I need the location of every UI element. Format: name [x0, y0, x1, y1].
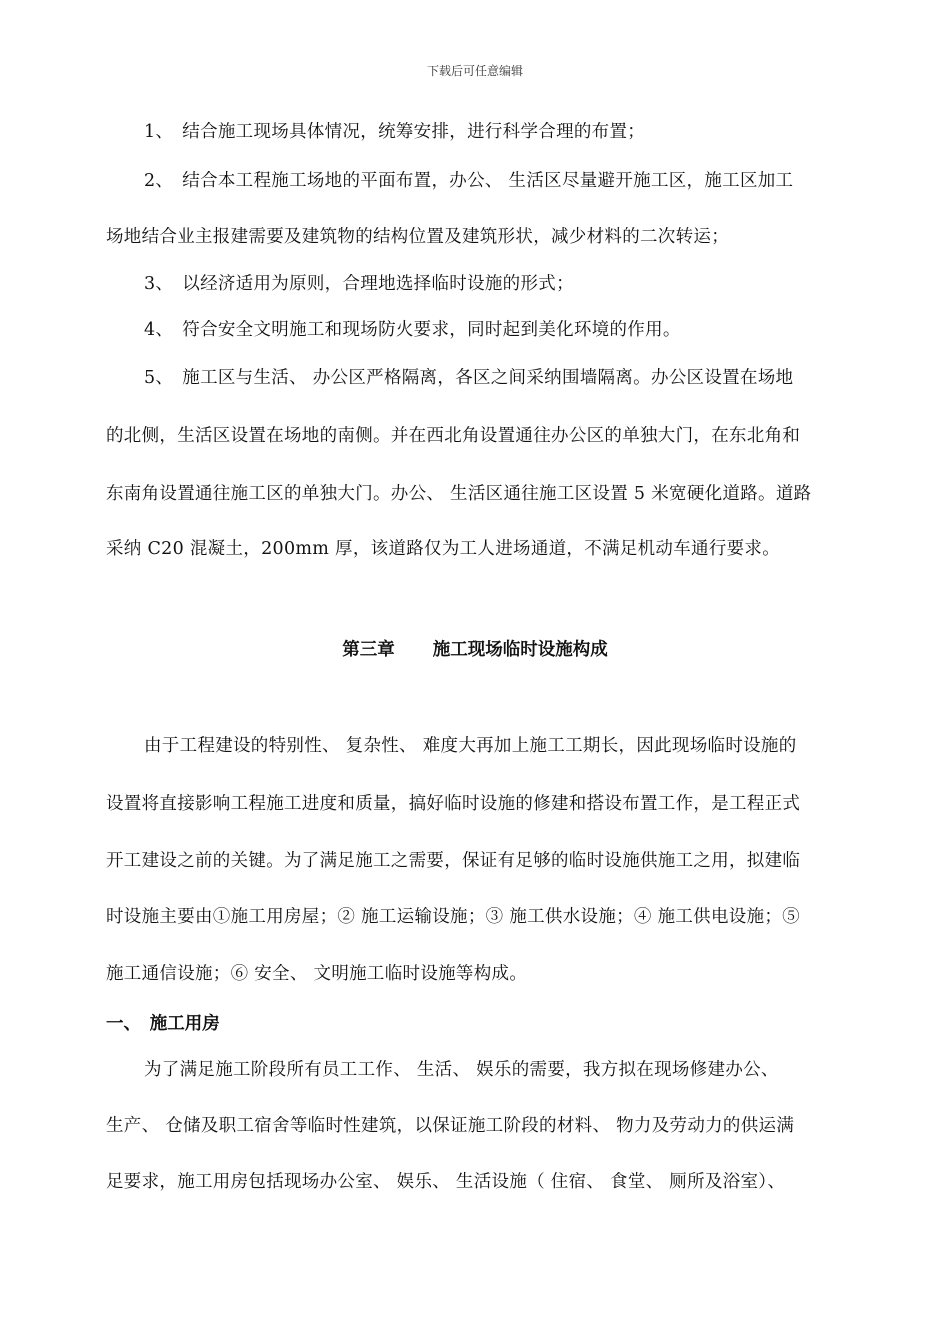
paragraph-line: 4、 符合安全文明施工和现场防火要求，同时起到美化环境的作用。: [144, 320, 681, 340]
paragraph-line: 生产、 仓储及职工宿舍等临时性建筑，以保证施工阶段的材料、 物力及劳动力的供运满: [106, 1116, 795, 1136]
chapter-number: 第三章: [342, 640, 395, 660]
paragraph-line: 时设施主要由①施工用房屋；② 施工运输设施；③ 施工供水设施；④ 施工供电设施；⑤: [106, 907, 800, 927]
paragraph-line: 采纳 C20 混凝土，200mm 厚，该道路仅为工人进场通道，不满足机动车通行要求。: [106, 539, 781, 559]
chapter-title: 施工现场临时设施构成: [432, 640, 608, 660]
page-header: 下载后可任意编辑: [426, 64, 523, 78]
paragraph-line: 2、 结合本工程施工场地的平面布置，办公、 生活区尽量避开施工区，施工区加工: [144, 171, 794, 191]
paragraph-line: 为了满足施工阶段所有员工工作、 生活、 娱乐的需要，我方拟在现场修建办公、: [144, 1060, 779, 1080]
paragraph-line: 5、 施工区与生活、 办公区严格隔离，各区之间采纳围墙隔离。办公区设置在场地: [144, 368, 794, 388]
paragraph-line: 施工通信设施；⑥ 安全、 文明施工临时设施等构成。: [106, 964, 528, 984]
paragraph-line: 东南角设置通往施工区的单独大门。办公、 生活区通往施工区设置 5 米宽硬化道路。道路: [106, 484, 812, 504]
section-heading: 一、 施工用房: [106, 1014, 220, 1034]
paragraph-line: 场地结合业主报建需要及建筑物的结构位置及建筑形状，减少材料的二次转运；: [106, 227, 729, 247]
paragraph-line: 足要求，施工用房包括现场办公室、 娱乐、 生活设施（ 住宿、 食堂、 厕所及浴室）、: [106, 1172, 786, 1192]
paragraph-line: 的北侧，生活区设置在场地的南侧。并在西北角设置通往办公区的单独大门，在东北角和: [106, 426, 801, 446]
paragraph-line: 设置将直接影响工程施工进度和质量，搞好临时设施的修建和搭设布置工作，是工程正式: [106, 794, 801, 814]
paragraph-line: 开工建设之前的关键。为了满足施工之需要，保证有足够的临时设施供施工之用，拟建临: [106, 851, 801, 871]
paragraph-line: 1、 结合施工现场具体情况，统筹安排，进行科学合理的布置；: [144, 122, 646, 142]
chapter-heading: [0, 636, 950, 661]
paragraph-line: 由于工程建设的特别性、 复杂性、 难度大再加上施工工期长，因此现场临时设施的: [144, 736, 797, 756]
paragraph-line: 3、 以经济适用为原则，合理地选择临时设施的形式；: [144, 274, 574, 294]
